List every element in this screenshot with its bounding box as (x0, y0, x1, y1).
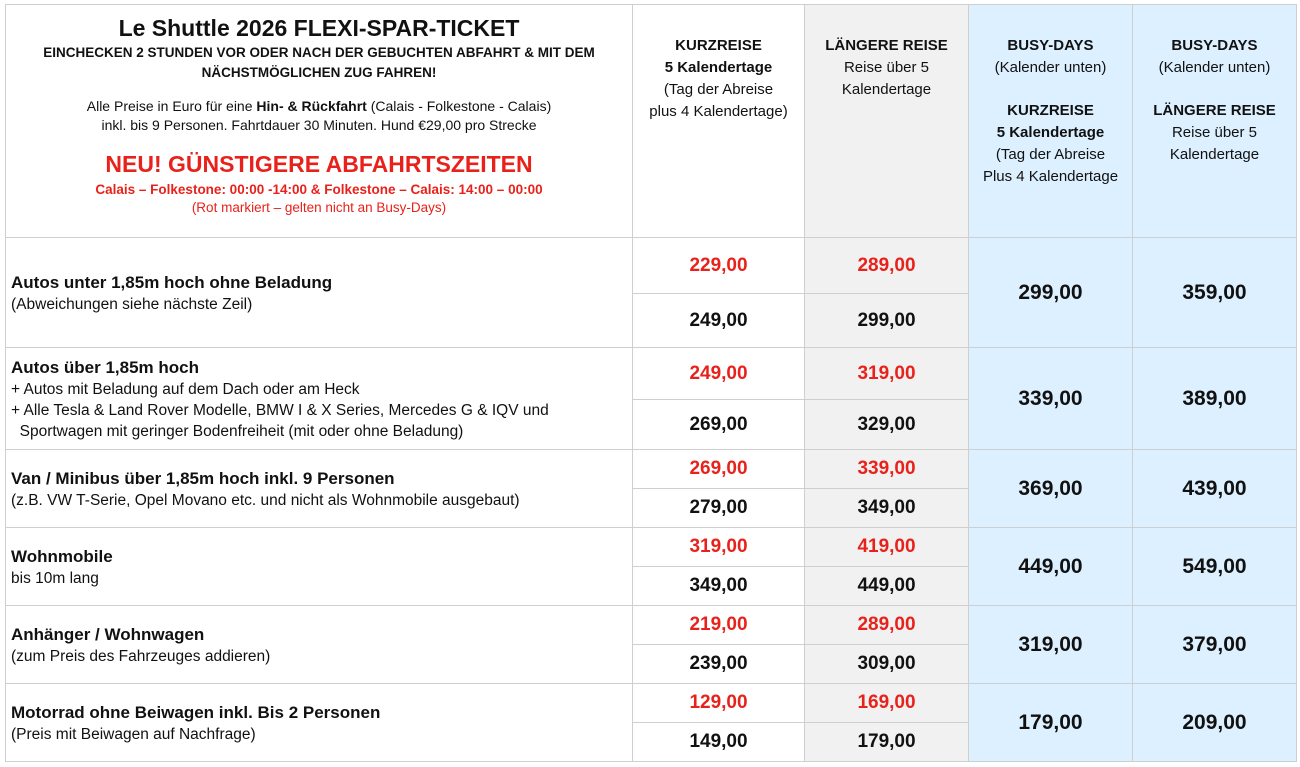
vehicle-description (6, 528, 633, 606)
column-header-busy-laengere-reise (1133, 5, 1297, 238)
vehicle-detail: Sportwagen mit geringer Bodenfreiheit (mit oder ohne Beladung) (11, 422, 464, 440)
busy-lang-line-2: (Kalender unten) (1158, 59, 1271, 76)
price-table-container (5, 4, 1297, 762)
vehicle-title: Motorrad ohne Beiwagen inkl. Bis 2 Personen (11, 702, 381, 722)
price-busy-kurz: 299,00 (969, 238, 1133, 348)
price-lang: 299,00 (805, 294, 969, 348)
price-kurz-red: 219,00 (633, 606, 805, 645)
info-bold: Hin- & Rückfahrt (256, 98, 367, 114)
busy-lang-line-5: Kalendertage (1169, 146, 1260, 163)
price-lang: 449,00 (805, 567, 969, 606)
table-row (6, 528, 1297, 567)
vehicle-detail: (zum Preis des Fahrzeuges addieren) (11, 647, 271, 665)
info-line-2: inkl. bis 9 Personen. Fahrtdauer 30 Minuten. Hund €29,00 pro Strecke (101, 117, 537, 133)
price-kurz: 249,00 (633, 294, 805, 348)
table-row (6, 238, 1297, 294)
price-kurz: 279,00 (633, 489, 805, 528)
vehicle-description (6, 606, 633, 684)
busy-kurz-line-6: Plus 4 Kalendertage (982, 168, 1119, 185)
price-busy-kurz: 369,00 (969, 450, 1133, 528)
vehicle-description (6, 348, 633, 450)
info-line-1 (6, 97, 632, 116)
busy-kurz-line-3: KURZREISE (1007, 102, 1094, 119)
table-row (6, 450, 1297, 489)
price-kurz-red: 319,00 (633, 528, 805, 567)
departure-times: Calais – Folkestone: 00:00 -14:00 & Folkestone – Calais: 14:00 – 00:00 (95, 182, 543, 197)
price-lang: 349,00 (805, 489, 969, 528)
new-departures-headline: NEU! GÜNSTIGERE ABFAHRTSZEITEN (105, 151, 533, 177)
price-lang-red: 289,00 (805, 606, 969, 645)
price-lang: 329,00 (805, 400, 969, 450)
kurz-line-3: (Tag der Abreise (663, 81, 774, 98)
price-lang-red: 319,00 (805, 348, 969, 400)
price-lang-red: 289,00 (805, 238, 969, 294)
vehicle-description (6, 238, 633, 348)
price-kurz-red: 229,00 (633, 238, 805, 294)
vehicle-detail: (z.B. VW T-Serie, Opel Movano etc. und nicht als Wohnmobile ausgebaut) (11, 491, 520, 509)
vehicle-detail: bis 10m lang (11, 569, 99, 587)
price-kurz-red: 129,00 (633, 684, 805, 723)
busy-lang-line-3: LÄNGERE REISE (1153, 102, 1276, 119)
price-lang: 309,00 (805, 645, 969, 684)
kurz-title: KURZREISE (675, 37, 762, 54)
table-row (6, 606, 1297, 645)
red-note: (Rot markiert – gelten nicht an Busy-Days) (191, 200, 447, 215)
kurz-line-4: plus 4 Kalendertage) (649, 103, 788, 120)
price-lang-red: 169,00 (805, 684, 969, 723)
info-pre: Alle Preise in Euro für eine (86, 98, 257, 114)
price-busy-lang: 439,00 (1133, 450, 1297, 528)
busy-lang-title: BUSY-DAYS (1171, 37, 1258, 54)
vehicle-detail: + Alle Tesla & Land Rover Modelle, BMW I & X Series, Mercedes G & IQV und (11, 401, 549, 419)
price-kurz: 349,00 (633, 567, 805, 606)
price-busy-lang: 389,00 (1133, 348, 1297, 450)
header-info-cell (6, 5, 633, 238)
table-row (6, 348, 1297, 400)
price-busy-lang: 359,00 (1133, 238, 1297, 348)
price-kurz-red: 269,00 (633, 450, 805, 489)
price-busy-kurz: 339,00 (969, 348, 1133, 450)
info-post: (Calais - Folkestone - Calais) (366, 98, 552, 114)
lang-line-3: Kalendertage (841, 81, 932, 98)
column-header-busy-kurzreise (969, 5, 1133, 238)
lang-line-2: Reise über 5 (843, 59, 930, 76)
price-kurz-red: 249,00 (633, 348, 805, 400)
busy-kurz-title: BUSY-DAYS (1007, 37, 1094, 54)
vehicle-detail: + Autos mit Beladung auf dem Dach oder am Heck (11, 380, 360, 398)
price-table (5, 4, 1297, 762)
subtitle-line-1: EINCHECKEN 2 STUNDEN VOR ODER NACH DER GEBUCHTEN ABFAHRT & MIT DEM (43, 45, 595, 60)
vehicle-title: Autos über 1,85m hoch (11, 357, 199, 377)
vehicle-title: Anhänger / Wohnwagen (11, 624, 205, 644)
column-header-kurzreise (633, 5, 805, 238)
price-lang-red: 339,00 (805, 450, 969, 489)
busy-kurz-line-5: (Tag der Abreise (995, 146, 1106, 163)
price-kurz: 269,00 (633, 400, 805, 450)
vehicle-title: Wohnmobile (11, 546, 113, 566)
price-busy-kurz: 449,00 (969, 528, 1133, 606)
vehicle-detail: (Abweichungen siehe nächste Zeil) (11, 295, 253, 313)
vehicle-description (6, 684, 633, 762)
vehicle-description (6, 450, 633, 528)
price-busy-lang: 379,00 (1133, 606, 1297, 684)
price-busy-lang: 209,00 (1133, 684, 1297, 762)
busy-kurz-line-2: (Kalender unten) (994, 59, 1107, 76)
price-lang-red: 419,00 (805, 528, 969, 567)
price-kurz: 149,00 (633, 723, 805, 762)
price-lang: 179,00 (805, 723, 969, 762)
column-header-laengere-reise (805, 5, 969, 238)
busy-kurz-line-4: 5 Kalendertage (996, 124, 1105, 141)
vehicle-title: Van / Minibus über 1,85m hoch inkl. 9 Personen (11, 468, 395, 488)
lang-title: LÄNGERE REISE (825, 37, 948, 54)
page-title: Le Shuttle 2026 FLEXI-SPAR-TICKET (118, 15, 520, 41)
busy-lang-line-4: Reise über 5 (1171, 124, 1258, 141)
price-busy-kurz: 179,00 (969, 684, 1133, 762)
header-row (6, 5, 1297, 238)
table-row (6, 684, 1297, 723)
spacer (1133, 79, 1296, 100)
vehicle-title: Autos unter 1,85m hoch ohne Beladung (11, 272, 333, 292)
price-busy-lang: 549,00 (1133, 528, 1297, 606)
price-kurz: 239,00 (633, 645, 805, 684)
spacer (969, 79, 1132, 100)
vehicle-detail: (Preis mit Beiwagen auf Nachfrage) (11, 725, 256, 743)
subtitle-line-2: NÄCHSTMÖGLICHEN ZUG FAHREN! (201, 65, 437, 80)
price-busy-kurz: 319,00 (969, 606, 1133, 684)
kurz-days: 5 Kalendertage (664, 59, 773, 76)
